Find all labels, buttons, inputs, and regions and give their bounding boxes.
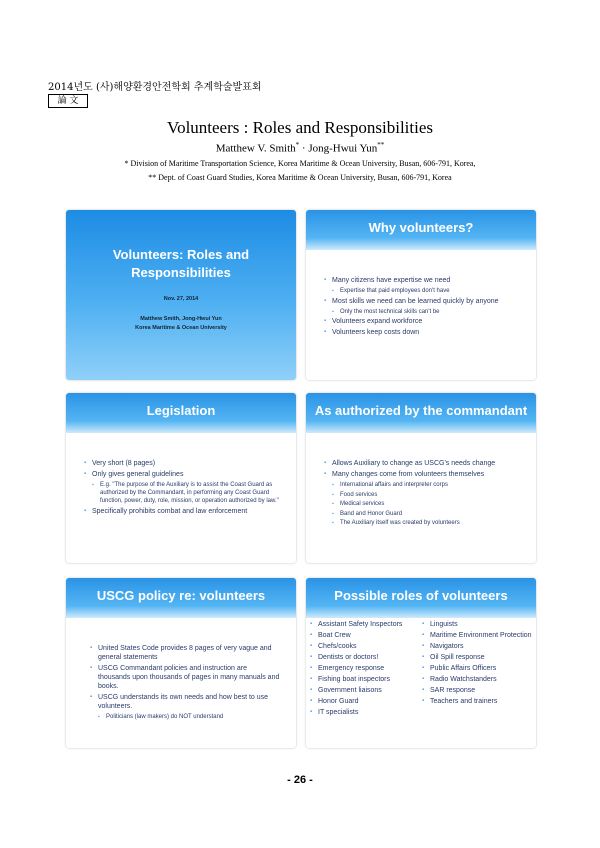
slide-possible-roles <box>306 578 536 748</box>
list-item: ▪ USCG Commandant policies and instruction are thousands upon thousands of pages in many manuals and books. <box>90 664 280 691</box>
slide-title-line-2: Responsibilities <box>131 265 231 280</box>
list-item: ▪ IT specialists <box>310 708 422 717</box>
list-item: ▪ Boat Crew <box>310 631 422 640</box>
slide-heading: As authorized by the commandant <box>314 403 528 418</box>
list-item: ▪ Food services <box>324 491 529 499</box>
list-item: ▪ Many citizens have expertise we need <box>324 276 529 285</box>
slide-uscg-policy <box>66 578 296 748</box>
slide-title <box>66 210 296 380</box>
list-item: ▪ Very short (8 pages) <box>84 459 279 468</box>
list-item: ▪ The Auxiliary itself was created by volunteers <box>324 519 529 527</box>
bullet-list <box>84 459 279 518</box>
list-item: ▪ Specifically prohibits combat and law enforcement <box>84 507 279 516</box>
slide-why-volunteers <box>306 210 536 380</box>
author-line <box>0 141 600 155</box>
list-item: ▪ International affairs and interpreter corps <box>324 481 529 489</box>
author-1-mark: * <box>295 141 300 149</box>
presenter-names: Matthew Smith, Jong-Hwui Yun <box>140 316 222 322</box>
list-item: ▪ Government liaisons <box>310 686 422 695</box>
page-number: - 26 - <box>287 774 313 786</box>
slide-title-heading <box>66 246 296 282</box>
slide-date: Nov. 27, 2014 <box>163 296 199 302</box>
slide-heading: Legislation <box>146 403 216 418</box>
list-item: ▪ E.g. "The purpose of the Auxiliary is to assist the Coast Guard as authorized by the Commandant, in performing any Coast Guard function, power, duty, role, mission, or operation authorized by law." <box>84 481 279 505</box>
list-item: ▪ Volunteers expand workforce <box>324 317 529 326</box>
slide-presenters <box>66 315 296 333</box>
list-item: ▪ Only gives general guidelines <box>84 470 279 479</box>
list-item: ▪ Dentists or doctors! <box>310 653 422 662</box>
list-item: ▪ Expertise that paid employees don't have <box>324 287 529 295</box>
roles-list-right <box>422 620 532 708</box>
author-2: Jong-Hwui Yun <box>308 142 378 155</box>
list-item: ▪ USCG understands its own needs and how best to use volunteers. <box>90 693 280 711</box>
author-1: Matthew V. Smith <box>215 142 296 155</box>
slide-title-line-1: Volunteers: Roles and <box>112 247 250 262</box>
list-item: ▪ SAR response <box>422 686 532 695</box>
presenter-org: Korea Maritime & Ocean University <box>135 325 227 331</box>
list-item: ▪ United States Code provides 8 pages of very vague and general statements <box>90 644 280 662</box>
list-item: ▪ Many changes come from volunteers themselves <box>324 470 529 479</box>
list-item: ▪ Volunteers keep costs down <box>324 328 529 337</box>
list-item: ▪ Teachers and trainers <box>422 697 532 706</box>
bullet-list <box>324 459 529 529</box>
paper-title: Volunteers : Roles and Responsibilities <box>166 118 433 137</box>
bullet-list <box>90 644 280 723</box>
list-item: ▪ Most skills we need can be learned quickly by anyone <box>324 297 529 306</box>
list-item: ▪ Chefs/cooks <box>310 642 422 651</box>
list-item: ▪ Only the most technical skills can't be <box>324 308 529 316</box>
list-item: ▪ Band and Honor Guard <box>324 510 529 518</box>
list-item: ▪ Emergency response <box>310 664 422 673</box>
list-item: ▪ Honor Guard <box>310 697 422 706</box>
conference-header: 2014년도 (사)해양환경안전학회 추계학술발표회 <box>48 82 262 93</box>
list-item: ▪ Navigators <box>422 642 532 651</box>
list-item: ▪ Fishing boat inspectors <box>310 675 422 684</box>
list-item: ▪ Public Affairs Officers <box>422 664 532 673</box>
list-item: ▪ Radio Watchstanders <box>422 675 532 684</box>
paper-type-tag: 論 文 <box>48 94 88 108</box>
list-item: ▪ Politicians (law makers) do NOT understand <box>90 713 280 721</box>
slide-legislation <box>66 393 296 563</box>
slide-heading: Possible roles of volunteers <box>334 588 508 603</box>
list-item: ▪ Maritime Environment Protection <box>422 631 532 640</box>
list-item: ▪ Assistant Safety Inspectors <box>310 620 422 629</box>
bullet-list <box>324 276 529 339</box>
slide-authorized-by-commandant <box>306 393 536 563</box>
affiliation-2: ** Dept. of Coast Guard Studies, Korea Maritime & Ocean University, Busan, 606-791, Korea <box>148 173 452 182</box>
slide-heading: USCG policy re: volunteers <box>96 588 266 603</box>
list-item: ▪ Linguists <box>422 620 532 629</box>
author-separator: · <box>299 142 309 155</box>
list-item: ▪ Allows Auxiliary to change as USCG's needs change <box>324 459 529 468</box>
list-item: ▪ Medical services <box>324 500 529 508</box>
author-2-mark: ** <box>377 141 385 149</box>
affiliation-1: * Division of Maritime Transportation Science, Korea Maritime & Ocean University, Busan, 606-791, Korea, <box>124 159 476 168</box>
list-item: ▪ Oil Spill response <box>422 653 532 662</box>
slide-heading: Why volunteers? <box>368 220 474 235</box>
roles-list-left <box>310 620 422 719</box>
